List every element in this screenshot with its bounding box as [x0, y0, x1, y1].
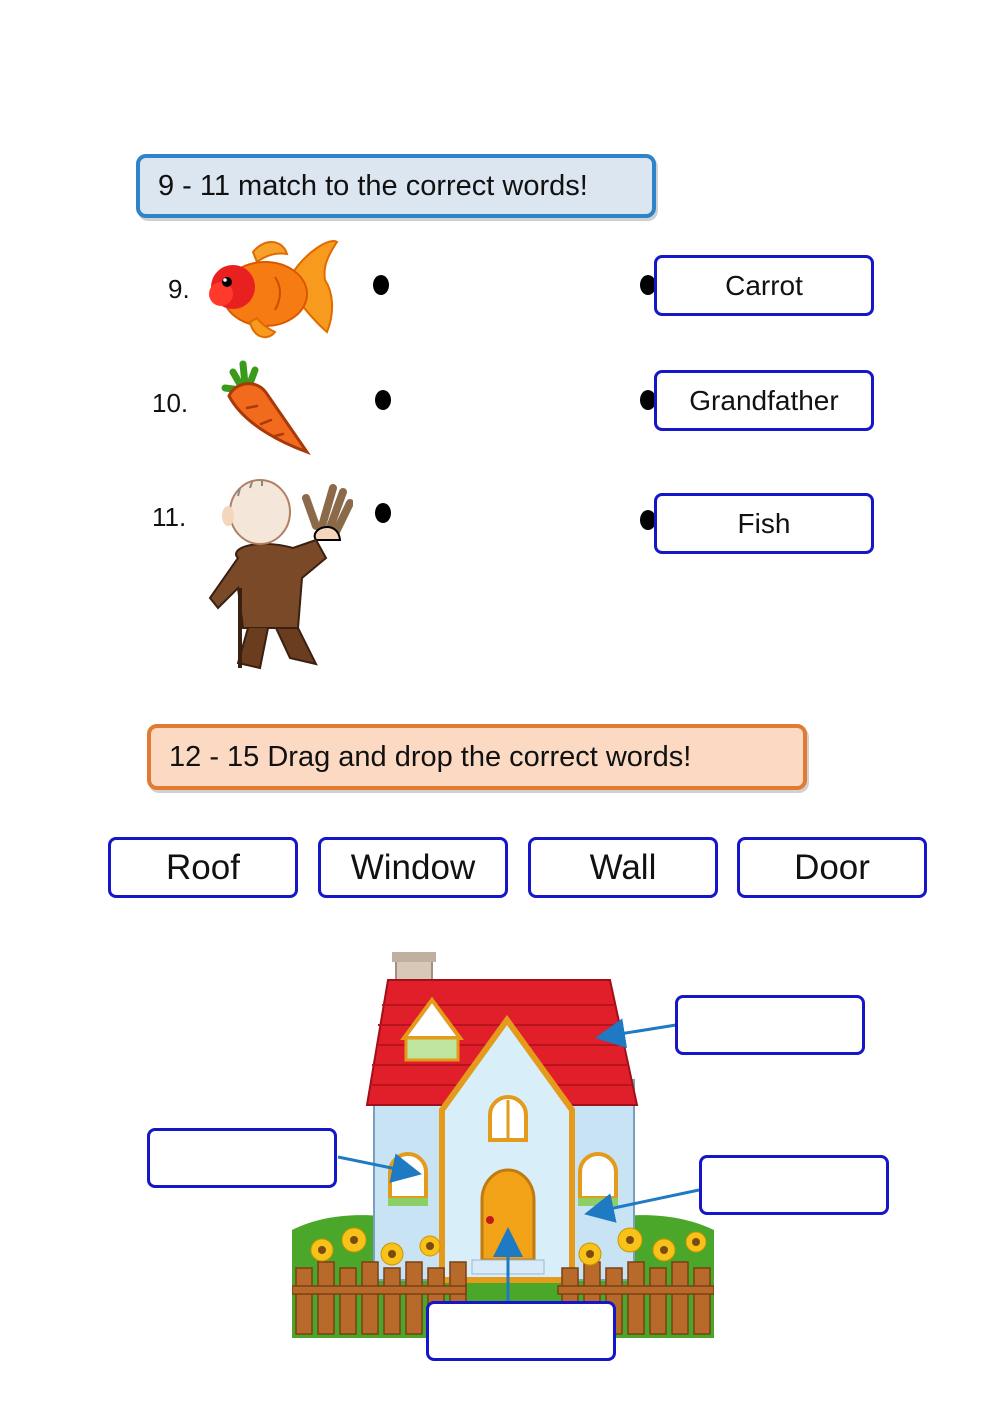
drag-word-door[interactable]: Door: [737, 837, 927, 898]
word-box-fish[interactable]: Fish: [654, 493, 874, 554]
section1-title: 9 - 11 match to the correct words!: [136, 154, 656, 218]
drag-word-wall[interactable]: Wall: [528, 837, 718, 898]
question-number-9: 9.: [168, 274, 190, 304]
question-number-10: 10.: [152, 388, 189, 418]
drop-target-wall[interactable]: [699, 1155, 889, 1215]
drop-target-door[interactable]: [426, 1301, 616, 1361]
word-box-grandfather[interactable]: Grandfather: [654, 370, 874, 431]
arrow-to-window: [338, 1157, 416, 1173]
drop-target-window[interactable]: [147, 1128, 337, 1188]
drag-word-window[interactable]: Window: [318, 837, 508, 898]
drop-target-roof[interactable]: [675, 995, 865, 1055]
question-number-11: 11.: [152, 502, 187, 532]
word-box-carrot[interactable]: Carrot: [654, 255, 874, 316]
arrow-to-roof: [601, 1025, 676, 1037]
drag-word-roof[interactable]: Roof: [108, 837, 298, 898]
arrow-to-wall: [590, 1190, 699, 1213]
section2-title: 12 - 15 Drag and drop the correct words!: [147, 724, 807, 790]
